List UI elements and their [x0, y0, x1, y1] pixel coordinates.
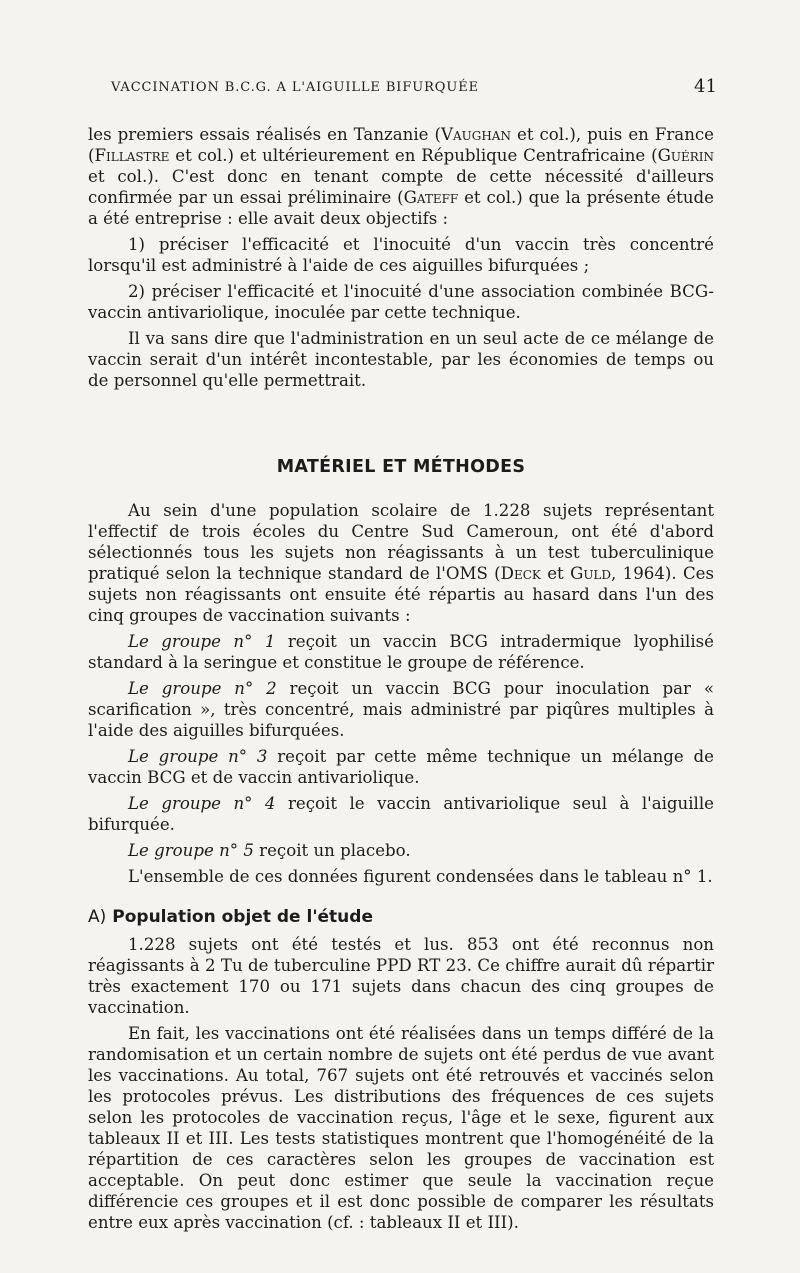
page-number: 41: [694, 76, 717, 97]
author-name: Vaughan: [440, 125, 511, 144]
group-4: Le groupe n° 4 reçoit le vaccin antivariolique seul à l'aiguille bifurquée.: [88, 794, 714, 834]
running-title: VACCINATION B.C.G. A L'AIGUILLE BIFURQUÉE: [111, 80, 479, 95]
methods-paragraph: Au sein d'une population scolaire de 1.228 sujets représentant l'effectif de trois écoles du Centre Sud Cameroun, ont été d'abord sélectionnés tous les sujets non réagissants à un test tuberculinique pratiqué selon la technique standard de l'OMS (Deck et Guld, 1964). Ces sujets non réagissants ont ensuite été répartis au hasard dans l'un des cinq groupes de vaccination suivants :: [88, 501, 715, 625]
intro-paragraph: les premiers essais réalisés en Tanzanie (Vaughan et col.), puis en France (Fillastre et col.) et ultérieurement en République Centrafricaine (Guérin et col.). C'est donc en tenant compte de cette nécessité d'ailleurs confirmée par un essai préliminaire (Gateff et col.) que la présente étude a été entreprise : elle avait deux objectifs :: [88, 125, 714, 228]
group-1: Le groupe n° 1 reçoit un vaccin BCG intradermique lyophilisé standard à la seringue et constitue le groupe de référence.: [88, 632, 714, 672]
author-name: Gateff: [403, 188, 459, 207]
body-text: [88, 124, 714, 1233]
intro-conclusion: Il va sans dire que l'administration en un seul acte de ce mélange de vaccin serait d'un intérêt incontestable, par les économies de temps ou de personnel qu'elle permettrait.: [88, 329, 714, 390]
author-name: Guérin: [657, 146, 714, 165]
methods-summary: L'ensemble de ces données figurent condensées dans le tableau n° 1.: [128, 867, 713, 886]
objective-2: 2) préciser l'efficacité et l'inocuité d'une association combinée BCG-vaccin antivariolique, inoculée par cette technique.: [88, 282, 714, 322]
group-3: Le groupe n° 3 reçoit par cette même technique un mélange de vaccin BCG et de vaccin antivariolique.: [88, 747, 714, 787]
group-5: Le groupe n° 5 reçoit un placebo.: [128, 841, 411, 860]
objective-1: 1) préciser l'efficacité et l'inocuité d'un vaccin très concentré lorsqu'il est administré à l'aide de ces aiguilles bifurquées ;: [88, 235, 714, 275]
author-name: Fillastre: [94, 146, 170, 165]
population-paragraph-1: 1.228 sujets ont été testés et lus. 853 ont été reconnus non réagissants à 2 Tu de tuberculine PPD RT 23. Ce chiffre aurait dû répartir très exactement 170 ou 171 sujets dans chacun des cinq groupes de vaccination.: [88, 935, 714, 1017]
population-paragraph-2: En fait, les vaccinations ont été réalisées dans un temps différé de la randomisation et un certain nombre de sujets ont été perdus de vue avant les vaccinations. Au total, 767 sujets ont été retrouvés et vaccinés selon les protocoles prévus. Les distributions des fréquences de ces sujets selon les protocoles de vaccination reçus, l'âge et le sexe, figurent aux tableaux II et III. Les tests statistiques montrent que l'homogénéité de la répartition de ces caractères selon les groupes de vaccination est acceptable. On peut donc estimer que seule la vaccination reçue différencie ces groupes et il est donc possible de comparer les résultats entre eux après vaccination (cf. : tableaux II et III).: [88, 1024, 714, 1232]
section-title: MATÉRIEL ET MÉTHODES: [276, 457, 526, 477]
group-2: Le groupe n° 2 reçoit un vaccin BCG pour inoculation par « scarification », très concentré, mais administré par piqûres multiples à l'aide des aiguilles bifurquées.: [88, 679, 714, 740]
subsection-title: A) Population objet de l'étude: [88, 907, 373, 927]
author-name: Deck: [500, 564, 541, 583]
author-name: Guld: [570, 564, 612, 583]
